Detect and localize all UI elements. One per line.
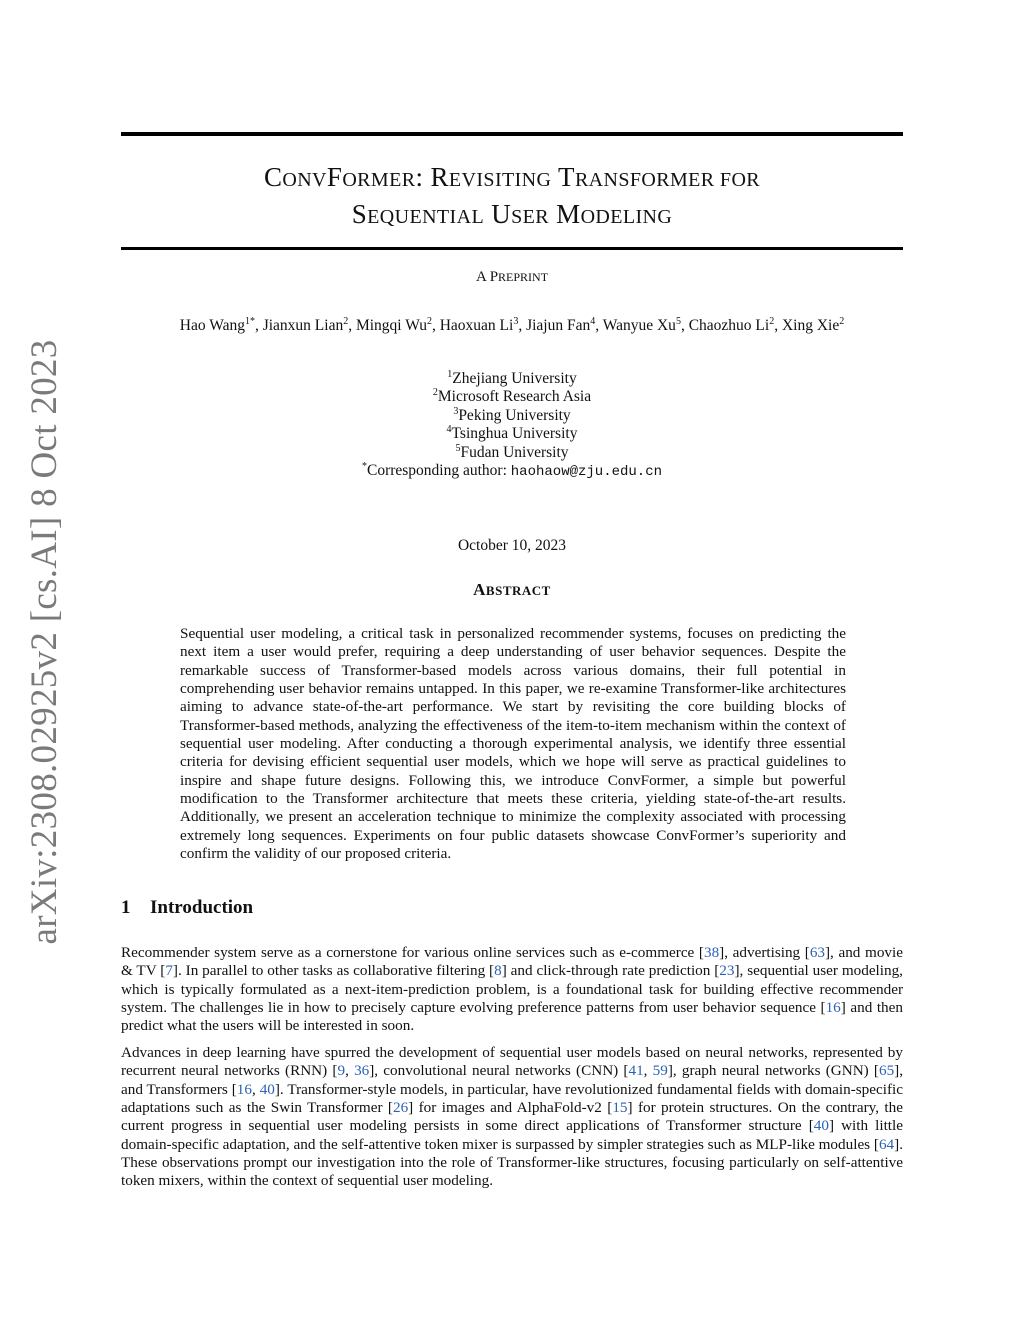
affiliation-marker: 3: [453, 405, 459, 417]
abstract-text: Sequential user modeling, a critical task in personalized recommender systems, focuses on predicting the next item a user would prefer, requiring a deep understanding of user behavior sequences. Despite the remarkable success of Transformer-based models across various domains, their full potential in comprehending user behavior remains untapped. In this paper, we re-examine Transformer-like architectures aiming to advance state-of-the-art performance. We start by revisiting the core building blocks of Transformer-based methods, analyzing the effectiveness of the item-to-item mechanism within the context of sequential user modeling. After conducting a thorough experimental analysis, we identify three essential criteria for devising efficient sequential user models, which we hope will serve as practical guidelines to inspire and shape future designs. Following this, we introduce ConvFormer, a simple but powerful modification to the Transformer architecture that meets these criteria, yielding state-of-the-art results. Additionally, we present an acceleration technique to minimize the complexity associated with processing extremely long sequences. Experiments on four public datasets showcase ConvFormer’s superiority and confirm the validity of our proposed criteria.: [180, 625, 846, 863]
paragraph-text: ,: [345, 1062, 355, 1080]
intro-paragraph-1: [121, 944, 903, 1036]
citation-link[interactable]: 36: [354, 1062, 370, 1080]
title-smallcaps: ONV: [282, 169, 327, 191]
author-list: Hao Wang$^{1*}$, Jianxun Lian$^2$, Mingqi Wu$^2$, Haoxuan Li$^3$, Jiajun Fan$^4$, Wanyue Xu$^5$, Chaozhuo Li$^2$, Xing Xie$^2$: [179, 315, 845, 334]
author-name: Haoxuan Li: [439, 317, 514, 334]
citation-link[interactable]: 16: [825, 999, 841, 1017]
author: [689, 317, 775, 334]
author-affil-marker: 4: [590, 315, 596, 327]
corresponding-author: [121, 462, 903, 481]
title-cap: : R: [415, 162, 449, 192]
citation-link[interactable]: 9: [337, 1062, 346, 1080]
section-title: Introduction: [150, 897, 254, 918]
paragraph-text: ], convolutional neural networks (CNN) [: [369, 1062, 629, 1080]
paragraph-text: Advances in deep learning have spurred the development of sequential user models based on neural networks, represented by recurrent neural networks (RNN) [: [121, 1044, 903, 1080]
citation-link[interactable]: 65: [878, 1062, 895, 1080]
title-cap: T: [551, 162, 575, 192]
author-affil-marker: 2: [343, 315, 349, 327]
abstract-heading: [121, 580, 903, 600]
title-cap: C: [263, 162, 283, 192]
affiliation: [121, 444, 903, 462]
citation-link[interactable]: 16: [236, 1080, 252, 1098]
abstract-heading-smallcaps: BSTRACT: [485, 583, 551, 598]
preprint-label-smallcaps: REPRINT: [498, 270, 549, 284]
author: [603, 317, 681, 334]
intro-paragraph-2: [121, 1044, 903, 1191]
affiliation-name: Fudan University: [460, 443, 569, 461]
publication-date: October 10, 2023: [457, 537, 567, 554]
affiliation-marker: 1: [447, 368, 453, 380]
affiliation: [121, 407, 903, 425]
citation-link[interactable]: 23: [719, 962, 735, 980]
arxiv-identifier-stamp[interactable]: arXiv:2308.02925v2 [cs.AI] 8 Oct 2023: [24, 339, 65, 945]
paragraph-text: ] and click-through rate prediction [: [501, 962, 720, 980]
paragraph-text: ,: [643, 1062, 653, 1080]
citation-link[interactable]: 41: [628, 1062, 644, 1080]
title-smallcaps: SER: [511, 206, 550, 228]
citation-link[interactable]: 63: [809, 944, 825, 961]
corresponding-label: Corresponding author:: [366, 462, 511, 480]
author: [782, 317, 844, 334]
title-smallcaps: RANSFORMER FOR: [574, 169, 761, 191]
title-cap: S: [351, 199, 368, 229]
title-smallcaps: EQUENTIAL: [367, 206, 485, 228]
affiliation-name: Microsoft Research Asia: [437, 388, 592, 406]
title-rule-top: [121, 132, 903, 136]
paragraph-text: ], and movie & TV [: [121, 944, 903, 980]
author: [526, 317, 595, 334]
paragraph-text: ], and Transformers [: [121, 1062, 904, 1098]
citation-link[interactable]: 40: [813, 1117, 829, 1135]
author-name: Jianxun Lian: [262, 317, 344, 334]
paragraph-text: ], advertising [: [719, 944, 810, 961]
title-rule-bottom: [121, 247, 903, 250]
abstract-heading-cap: A: [473, 580, 486, 599]
author-affil-marker: 2: [426, 315, 432, 327]
paragraph-text: Recommender system serve as a cornerstone for various online services such as e-commerce [: [121, 944, 704, 961]
paragraph-text: ]. These observations prompt our investigation into the role of Transformer-like structures, focusing particularly on self-attentive token mixers, within the context of sequential user modeling.: [121, 1135, 903, 1190]
author-affil-marker: 2: [839, 315, 845, 327]
citation-link[interactable]: 15: [612, 1099, 628, 1117]
author: [440, 317, 519, 334]
title-cap: U: [484, 199, 512, 229]
citation-link[interactable]: 40: [259, 1080, 275, 1098]
affiliation-name: Zhejiang University: [452, 370, 577, 387]
citation-link[interactable]: 26: [392, 1099, 409, 1117]
author: [180, 317, 255, 334]
paper-title: [121, 160, 903, 234]
author-name: Hao Wang: [179, 317, 245, 334]
title-line-2: [121, 197, 903, 234]
author-affil-marker: 2: [769, 315, 775, 327]
paragraph-text: ]. Transformer-style models, in particular, have revolutionized fundamental fields with domain-specific adaptations such as the Swin Transformer [: [121, 1080, 903, 1117]
affiliation-marker: 5: [455, 442, 461, 454]
citation-link[interactable]: 59: [652, 1062, 668, 1080]
affiliation: [121, 425, 903, 443]
author: [356, 317, 432, 334]
section-heading-introduction: [121, 897, 253, 919]
affiliation-rows: [121, 370, 903, 462]
title-cap: F: [326, 162, 343, 192]
affiliation-name: Peking University: [458, 406, 571, 424]
author-name: Chaozhuo Li: [688, 317, 770, 334]
affiliation-list: [121, 370, 903, 481]
title-cap: M: [549, 199, 581, 229]
preprint-label: [121, 269, 903, 286]
paragraph-text: ] and then predict what the users will be interested in soon.: [121, 999, 903, 1035]
affiliation-marker: 2: [432, 387, 438, 399]
author: [263, 317, 349, 334]
section-number: 1: [121, 897, 131, 918]
author-affil-marker: 5: [675, 315, 681, 327]
paragraph-text: ,: [251, 1080, 260, 1098]
paragraph-text: ], sequential user modeling, which is typically formulated as a next-item-prediction problem, is a foundational task for building effective recommender system. The challenges lie in how to precisely capture evolving preference patterns from user behavior sequence [: [121, 962, 903, 1017]
affiliation-marker: 4: [446, 424, 452, 436]
author-name: Jiajun Fan: [526, 317, 591, 334]
paragraph-text: ] for images and AlphaFold-v2 [: [408, 1099, 613, 1117]
title-smallcaps: ORMER: [342, 169, 416, 191]
affiliation: [121, 388, 903, 406]
title-smallcaps: ODELING: [580, 206, 673, 228]
affiliation: [121, 370, 903, 388]
affiliation-name: Tsinghua University: [451, 425, 578, 443]
paragraph-text: ], graph neural networks (GNN) [: [667, 1062, 879, 1080]
author-name: Wanyue Xu: [602, 317, 676, 334]
paragraph-text: ] with little domain-specific adaptation, and the self-attentive token mixer is surpassed by simpler strategies such as MLP-like modules [: [121, 1117, 903, 1153]
citation-link[interactable]: 7: [165, 962, 173, 980]
corresponding-email-link[interactable]: haohaow@zju.edu.cn: [510, 464, 663, 481]
paragraph-text: ] for protein structures. On the contrary, the current progress in sequential user modeling persists in some direct applications of Transformer structure [: [121, 1099, 903, 1135]
title-smallcaps: EVISITING: [448, 169, 552, 191]
title-line-1: [121, 160, 903, 197]
author-affil-marker: 1*: [244, 315, 255, 327]
citation-link[interactable]: 8: [494, 962, 502, 980]
paragraph-text: ]. In parallel to other tasks as collaborative filtering [: [172, 962, 495, 980]
citation-link[interactable]: 38: [703, 944, 720, 961]
corresponding-marker: *: [361, 460, 367, 472]
citation-link[interactable]: 64: [878, 1135, 895, 1153]
author-affil-marker: 3: [513, 315, 519, 327]
author-name: Xing Xie: [781, 317, 840, 334]
preprint-label-caps: A P: [475, 269, 499, 285]
author-name: Mingqi Wu: [355, 317, 427, 334]
